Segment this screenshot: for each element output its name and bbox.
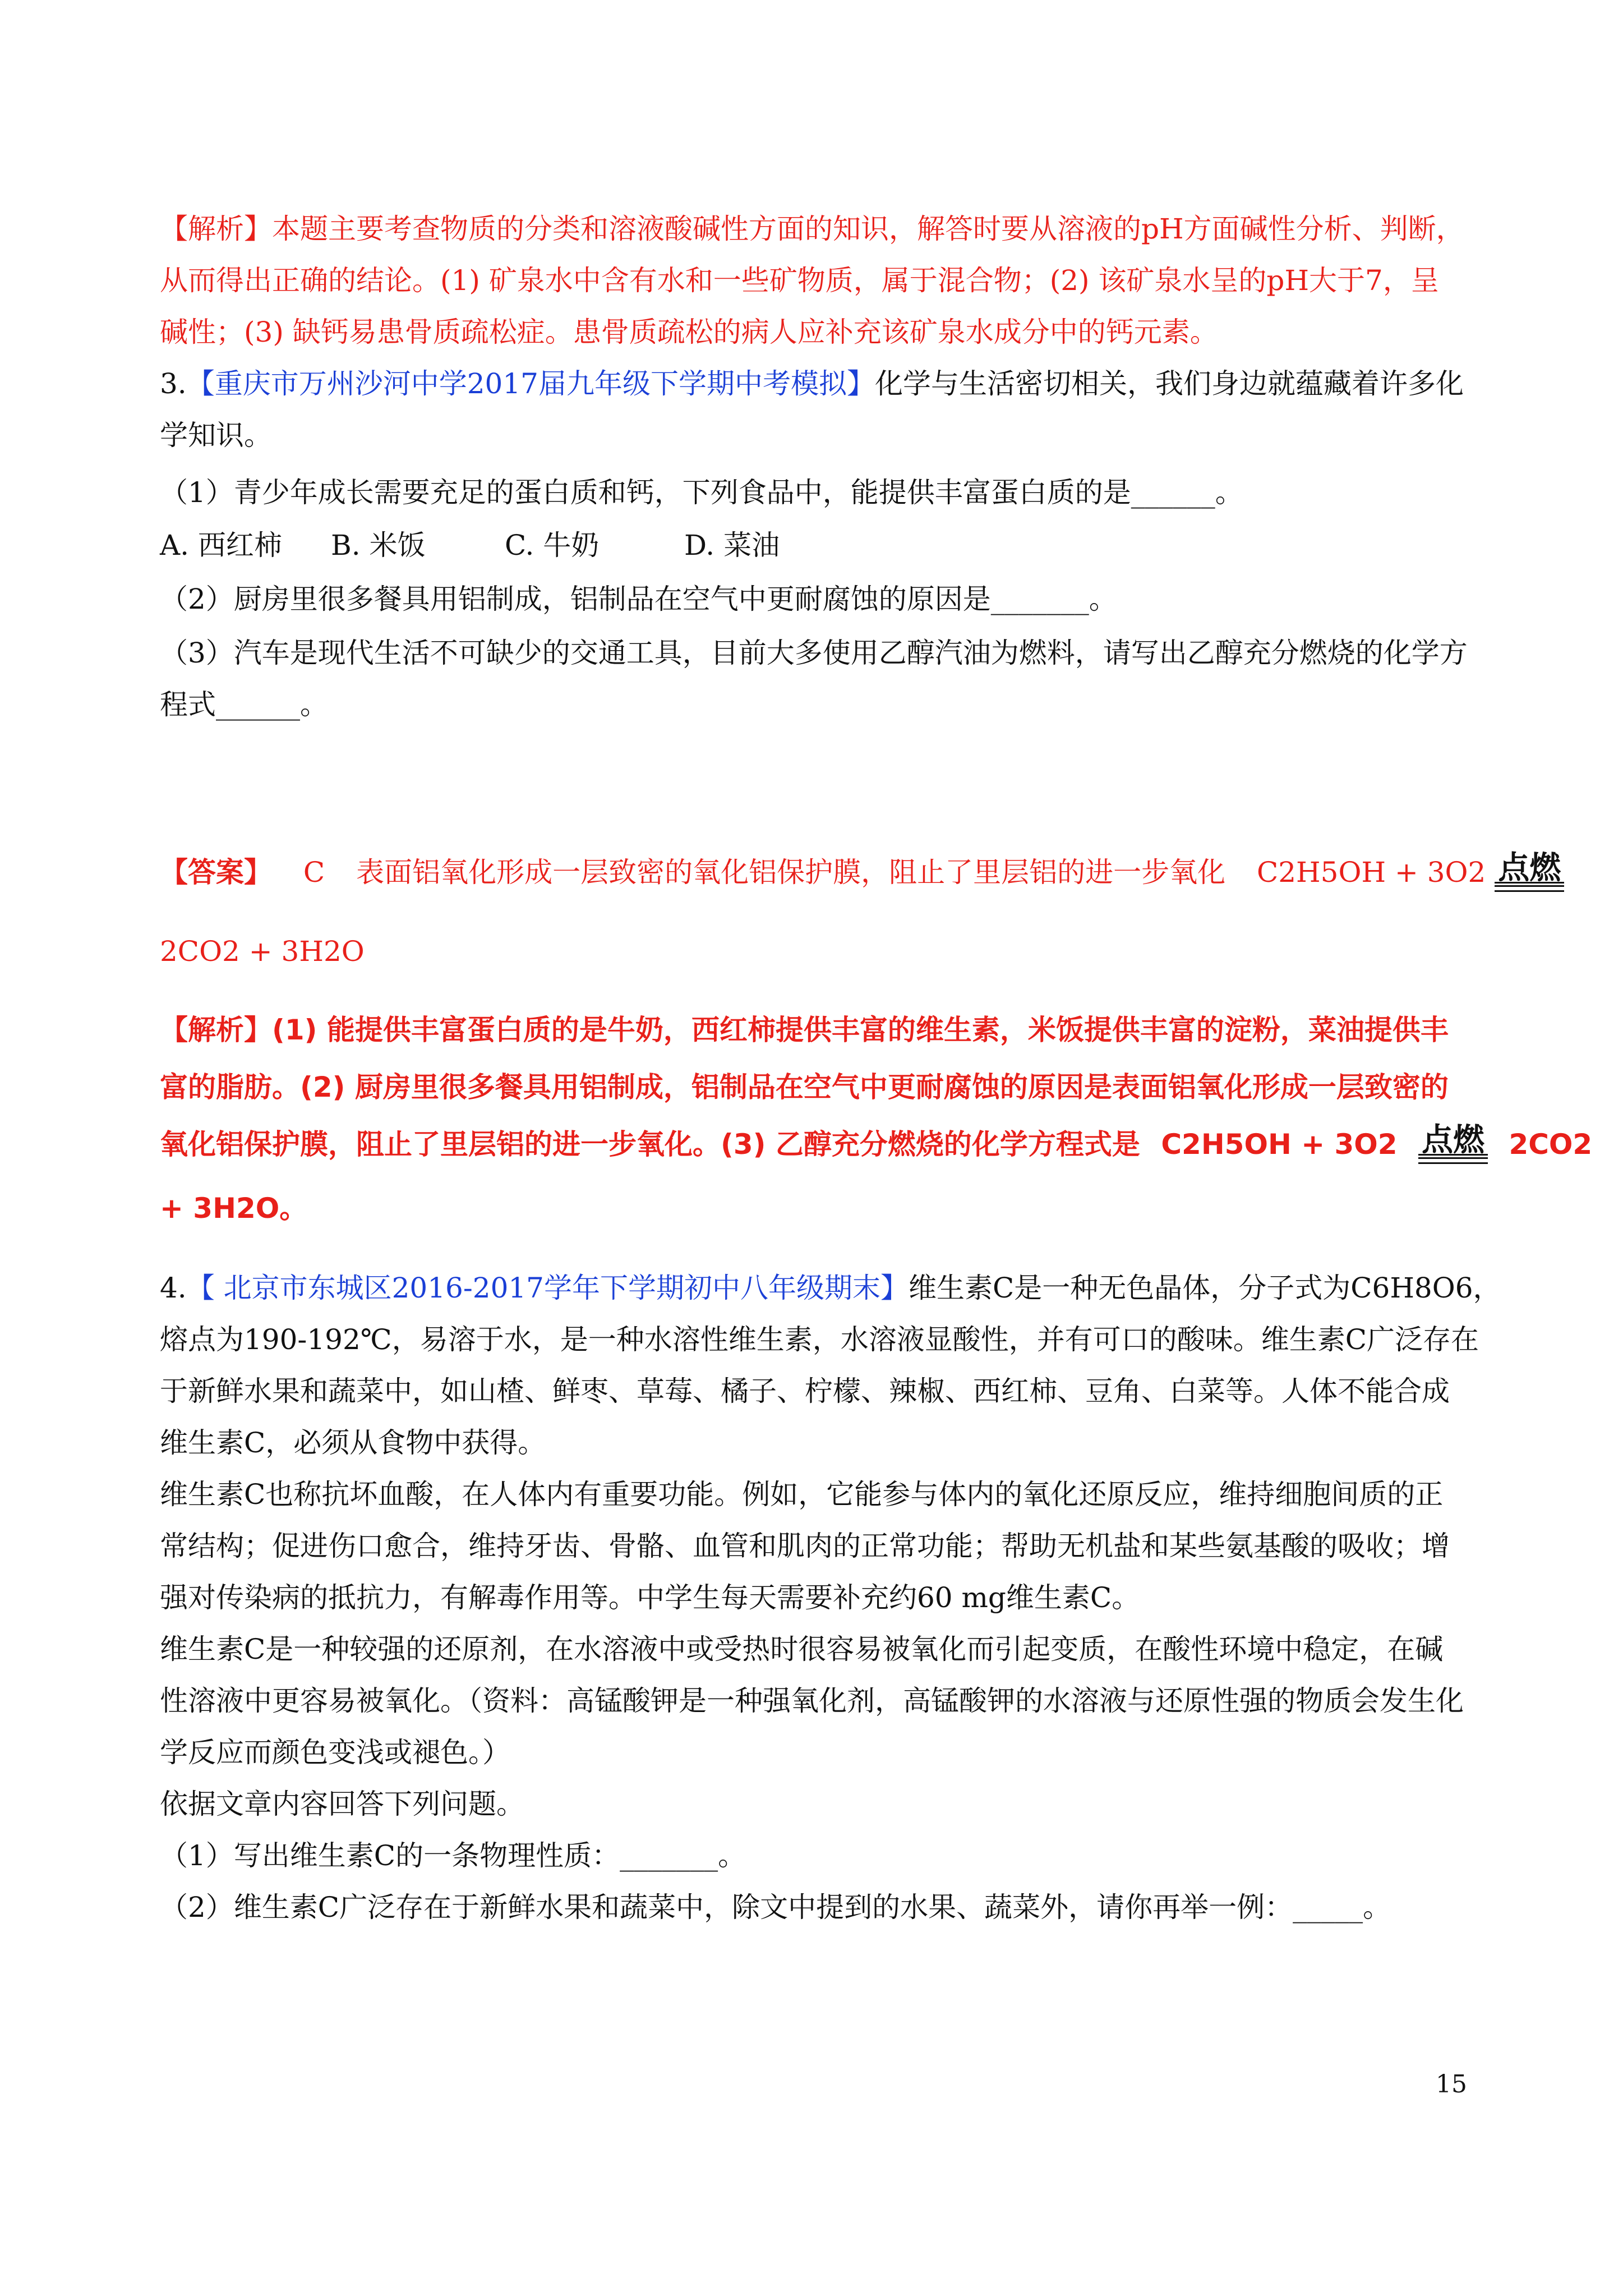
question-source: 【 北京市东城区2016-2017学年下学期初中八年级期末】 (186, 1272, 909, 1304)
sub-question-3-cont: 程式______。 (160, 688, 328, 721)
sub-question-1: （1）写出维生素C的一条物理性质：_______。 (160, 1839, 746, 1872)
analysis-line: 碱性；(3) 缺钙易患骨质疏松症。患骨质疏松的病人应补充该矿泉水成分中的钙元素。 (160, 316, 1218, 348)
analysis-text: 氧化铝保护膜，阻止了里层铝的进一步氧化。(3) 乙醇充分燃烧的化学方程式是 (160, 1128, 1140, 1161)
question-stem-text: 学知识。 (160, 419, 272, 452)
paragraph-line: 依据文章内容回答下列问题。 (160, 1788, 524, 1820)
answer-block (160, 841, 1561, 977)
analysis-line: 【解析】本题主要考查物质的分类和溶液酸碱性方面的知识，解答时要从溶液的pH方面碱性分析、判断， (160, 213, 1464, 245)
paragraph-line: 强对传染病的抵抗力，有解毒作用等。中学生每天需要补充约60 mg维生素C。 (160, 1581, 1140, 1614)
analysis-line: 【解析】(1) 能提供丰富蛋白质的是牛奶，西红柿提供丰富的维生素，米饭提供丰富的淀粉，菜油提供丰 (160, 1014, 1449, 1046)
analysis-line (160, 1119, 1593, 1170)
analysis-line: 从而得出正确的结论。(1) 矿泉水中含有水和一些矿物质，属于混合物；(2) 该矿泉水呈的pH大于7，呈 (160, 264, 1439, 297)
paragraph-line: 常结构；促进伤口愈合，维持牙齿、骨骼、血管和肌肉的正常功能；帮助无机盐和某些氨基酸的吸收；增 (160, 1530, 1450, 1562)
paragraph-line: 维生素C是一种较强的还原剂，在水溶液中或受热时很容易被氧化而引起变质，在酸性环境中稳定，在碱 (160, 1633, 1444, 1665)
analysis-line: 富的脂肪。(2) 厨房里很多餐具用铝制成，铝制品在空气中更耐腐蚀的原因是表面铝氧化形成一层致密的 (160, 1071, 1449, 1103)
question-stem-text: 化学与生活密切相关，我们身边就蕴藏着许多化 (874, 367, 1464, 400)
analysis-block-q2 (160, 203, 1489, 358)
answer-equation-left: C2H5OH + 3O2 (1256, 856, 1486, 889)
page-number: 15 (1436, 2070, 1467, 2099)
analysis-equation-left: C2H5OH + 3O2 (1161, 1128, 1398, 1161)
paragraph-line: 维生素C也称抗坏血酸，在人体内有重要功能。例如，它能参与体内的氧化还原反应，维持细胞间质的正 (160, 1478, 1444, 1511)
answer-reason: 表面铝氧化形成一层致密的氧化铝保护膜，阻止了里层铝的进一步氧化 (356, 856, 1226, 889)
sub-question-2: （2）厨房里很多餐具用铝制成，铝制品在空气中更耐腐蚀的原因是_______。 (160, 583, 1117, 615)
paragraph-line: 熔点为190-192℃，易溶于水，是一种水溶性维生素，水溶液显酸性，并有可口的酸味。维生素C广泛存在 (160, 1323, 1479, 1356)
sub-question-2: （2）维生素C广泛存在于新鲜水果和蔬菜中，除文中提到的水果、蔬菜外，请你再举一例：_____。 (160, 1891, 1391, 1924)
sub-question-1: （1）青少年成长需要充足的蛋白质和钙，下列食品中，能提供丰富蛋白质的是______。 (160, 476, 1243, 509)
options-row (160, 519, 1489, 571)
option-a: A. 西红柿 (160, 529, 282, 562)
sub-question-3: （3）汽车是现代生活不可缺少的交通工具，目前大多使用乙醇汽油为燃料，请写出乙醇充分燃烧的化学方 (160, 637, 1468, 669)
option-b: B. 米饭 (331, 529, 426, 562)
question-number: 4. (160, 1272, 187, 1304)
question-3 (160, 358, 1489, 730)
answer-choice: C (303, 856, 325, 889)
question-4 (160, 1262, 1501, 1933)
question-source: 【重庆市万州沙河中学2017届九年级下学期中考模拟】 (186, 367, 875, 400)
question-stem-text: 维生素C是一种无色晶体，分子式为C6H8O6， (909, 1272, 1501, 1304)
paragraph-line: 学反应而颜色变浅或褪色。） (160, 1736, 510, 1769)
paragraph-line: 于新鲜水果和蔬菜中，如山楂、鲜枣、草莓、橘子、柠檬、辣椒、西红柿、豆角、白菜等。人体不能合成 (160, 1375, 1450, 1407)
analysis-line: + 3H2O。 (160, 1192, 308, 1225)
analysis-equation-right: 2CO2 (1509, 1128, 1593, 1161)
option-c: C. 牛奶 (505, 529, 600, 562)
paragraph-line: 维生素C，必须从食物中获得。 (160, 1427, 546, 1459)
question-number: 3. (160, 367, 187, 400)
question-4-stem (160, 1262, 1501, 1314)
reaction-condition: 点燃 (1495, 852, 1564, 891)
answer-label: 【答案】 (160, 856, 272, 889)
question-3-stem (160, 358, 1489, 409)
answer-line (160, 841, 1561, 903)
paragraph-line: 性溶液中更容易被氧化。（资料：高锰酸钾是一种强氧化剂，高锰酸钾的水溶液与还原性强的物质会发生化 (160, 1685, 1464, 1717)
option-d: D. 菜油 (684, 529, 780, 562)
reaction-condition: 点燃 (1418, 1124, 1488, 1163)
analysis-block-q3 (160, 1004, 1593, 1234)
answer-equation-right: 2CO2 + 3H2O (160, 935, 365, 968)
